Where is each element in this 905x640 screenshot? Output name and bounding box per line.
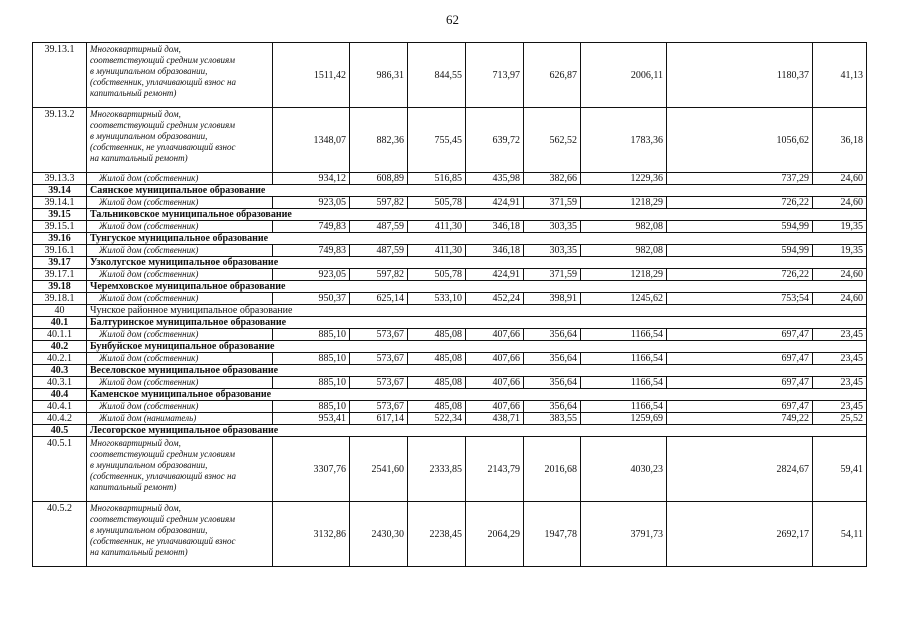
row-value: 346,18 (466, 221, 524, 233)
row-value: 844,55 (408, 43, 466, 108)
row-value: 1259,69 (581, 413, 667, 425)
row-value: 923,05 (273, 197, 350, 209)
row-description: Жилой дом (наниматель) (87, 413, 273, 425)
row-value: 737,29 (667, 173, 813, 185)
row-value: 1348,07 (273, 108, 350, 173)
row-code: 39.13.2 (33, 108, 87, 173)
table-row (33, 389, 867, 401)
row-description: Жилой дом (собственник) (87, 353, 273, 365)
row-description-line: Многоквартирный дом, (90, 109, 181, 119)
row-code: 39.17.1 (33, 269, 87, 281)
row-code: 40.4.1 (33, 401, 87, 413)
row-value: 2006,11 (581, 43, 667, 108)
table-row (33, 233, 867, 245)
row-value: 597,82 (350, 197, 408, 209)
row-description: Жилой дом (собственник) (87, 197, 273, 209)
row-value: 573,67 (350, 377, 408, 389)
row-description-line: соответствующий средним условиям (90, 55, 235, 65)
row-value: 1947,78 (524, 502, 581, 567)
row-value: 885,10 (273, 353, 350, 365)
row-value: 303,35 (524, 221, 581, 233)
row-value: 3132,86 (273, 502, 350, 567)
section-title: Тальниковское муниципальное образование (87, 209, 867, 221)
row-value: 1783,36 (581, 108, 667, 173)
row-value: 41,13 (813, 43, 867, 108)
row-value: 407,66 (466, 377, 524, 389)
row-value: 382,66 (524, 173, 581, 185)
row-value: 934,12 (273, 173, 350, 185)
row-value: 1180,37 (667, 43, 813, 108)
row-code: 39.14.1 (33, 197, 87, 209)
row-value: 24,60 (813, 173, 867, 185)
row-value: 749,83 (273, 245, 350, 257)
row-description-line: в муниципальном образовании, (90, 460, 208, 470)
row-value: 24,60 (813, 197, 867, 209)
row-value: 452,24 (466, 293, 524, 305)
row-code: 39.14 (33, 185, 87, 197)
row-value: 411,30 (408, 245, 466, 257)
table-row (33, 43, 867, 108)
row-code: 40.4 (33, 389, 87, 401)
row-value: 986,31 (350, 43, 408, 108)
row-value: 24,60 (813, 293, 867, 305)
row-code: 39.17 (33, 257, 87, 269)
row-value: 697,47 (667, 377, 813, 389)
section-title: Саянское муниципальное образование (87, 185, 867, 197)
table-row (33, 257, 867, 269)
row-value: 36,18 (813, 108, 867, 173)
row-value: 885,10 (273, 329, 350, 341)
table-row (33, 305, 867, 317)
row-code: 39.15.1 (33, 221, 87, 233)
row-value: 950,37 (273, 293, 350, 305)
row-description-line: соответствующий средним условиям (90, 514, 235, 524)
row-value: 885,10 (273, 401, 350, 413)
row-value: 487,59 (350, 221, 408, 233)
row-value: 2064,29 (466, 502, 524, 567)
row-value: 749,22 (667, 413, 813, 425)
row-value: 487,59 (350, 245, 408, 257)
row-code: 40.2.1 (33, 353, 87, 365)
row-value: 505,78 (408, 269, 466, 281)
row-description (87, 437, 273, 502)
row-value: 533,10 (408, 293, 466, 305)
row-description-line: Многоквартирный дом, (90, 438, 181, 448)
section-title: Балтуринское муниципальное образование (87, 317, 867, 329)
row-description-line: соответствующий средним условиям (90, 449, 235, 459)
table-row (33, 185, 867, 197)
row-value: 562,52 (524, 108, 581, 173)
row-description: Жилой дом (собственник) (87, 401, 273, 413)
table-row (33, 173, 867, 185)
row-value: 1166,54 (581, 353, 667, 365)
table-row (33, 293, 867, 305)
row-value: 713,97 (466, 43, 524, 108)
row-value: 485,08 (408, 377, 466, 389)
row-value: 594,99 (667, 245, 813, 257)
row-value: 1166,54 (581, 401, 667, 413)
row-code: 40.3.1 (33, 377, 87, 389)
row-value: 356,64 (524, 377, 581, 389)
row-value: 371,59 (524, 197, 581, 209)
row-description: Жилой дом (собственник) (87, 221, 273, 233)
row-code: 40.4.2 (33, 413, 87, 425)
table-row (33, 413, 867, 425)
row-description-line: (собственник, не уплачивающий взнос (90, 142, 236, 152)
row-description (87, 43, 273, 108)
row-description-line: в муниципальном образовании, (90, 66, 208, 76)
row-description: Жилой дом (собственник) (87, 293, 273, 305)
row-code: 40.3 (33, 365, 87, 377)
row-code: 39.13.1 (33, 43, 87, 108)
row-description: Жилой дом (собственник) (87, 245, 273, 257)
row-code: 39.16 (33, 233, 87, 245)
section-title: Узколугское муниципальное образование (87, 257, 867, 269)
row-value: 1218,29 (581, 197, 667, 209)
row-value: 438,71 (466, 413, 524, 425)
row-description-line: на капитальный ремонт) (90, 153, 188, 163)
table-row (33, 377, 867, 389)
table-row (33, 437, 867, 502)
table-row (33, 108, 867, 173)
row-value: 398,91 (524, 293, 581, 305)
row-value: 626,87 (524, 43, 581, 108)
row-value: 23,45 (813, 401, 867, 413)
table-row (33, 365, 867, 377)
table-row (33, 269, 867, 281)
row-value: 1229,36 (581, 173, 667, 185)
row-code: 39.16.1 (33, 245, 87, 257)
row-value: 749,83 (273, 221, 350, 233)
row-value: 726,22 (667, 269, 813, 281)
row-value: 383,55 (524, 413, 581, 425)
row-value: 407,66 (466, 401, 524, 413)
table-row (33, 221, 867, 233)
row-value: 485,08 (408, 401, 466, 413)
section-title: Черемховское муниципальное образование (87, 281, 867, 293)
row-code: 40 (33, 305, 87, 317)
row-value: 597,82 (350, 269, 408, 281)
row-value: 4030,23 (581, 437, 667, 502)
row-value: 755,45 (408, 108, 466, 173)
section-title: Веселовское муниципальное образование (87, 365, 867, 377)
row-value: 356,64 (524, 329, 581, 341)
row-value: 953,41 (273, 413, 350, 425)
table-row (33, 281, 867, 293)
row-value: 2143,79 (466, 437, 524, 502)
row-value: 885,10 (273, 377, 350, 389)
row-code: 40.5.1 (33, 437, 87, 502)
table-row (33, 245, 867, 257)
row-value: 505,78 (408, 197, 466, 209)
row-description-line: соответствующий средним условиям (90, 120, 235, 130)
row-value: 424,91 (466, 197, 524, 209)
row-value: 625,14 (350, 293, 408, 305)
row-value: 1166,54 (581, 377, 667, 389)
row-value: 516,85 (408, 173, 466, 185)
page-number: 62 (446, 12, 459, 27)
table-row (33, 425, 867, 437)
row-value: 982,08 (581, 245, 667, 257)
row-description-line: капитальный ремонт) (90, 482, 177, 492)
row-value: 346,18 (466, 245, 524, 257)
section-title: Бунбуйское муниципальное образование (87, 341, 867, 353)
row-value: 522,34 (408, 413, 466, 425)
row-value: 23,45 (813, 329, 867, 341)
row-value: 356,64 (524, 401, 581, 413)
row-description-line: Многоквартирный дом, (90, 503, 181, 513)
row-value: 59,41 (813, 437, 867, 502)
row-value: 54,11 (813, 502, 867, 567)
row-value: 2016,68 (524, 437, 581, 502)
table-body (33, 43, 867, 567)
row-value: 982,08 (581, 221, 667, 233)
row-description: Жилой дом (собственник) (87, 269, 273, 281)
row-value: 573,67 (350, 353, 408, 365)
row-description: Жилой дом (собственник) (87, 377, 273, 389)
row-value: 19,35 (813, 245, 867, 257)
row-value: 697,47 (667, 401, 813, 413)
row-code: 40.5.2 (33, 502, 87, 567)
row-value: 2692,17 (667, 502, 813, 567)
row-value: 697,47 (667, 353, 813, 365)
row-description-line: (собственник, уплачивающий взнос на (90, 77, 237, 87)
row-code: 39.18 (33, 281, 87, 293)
row-value: 608,89 (350, 173, 408, 185)
row-value: 594,99 (667, 221, 813, 233)
row-value: 753;54 (667, 293, 813, 305)
row-code: 39.18.1 (33, 293, 87, 305)
row-description-line: (собственник, уплачивающий взнос на (90, 471, 237, 481)
row-code: 40.5 (33, 425, 87, 437)
row-code: 40.1.1 (33, 329, 87, 341)
row-value: 617,14 (350, 413, 408, 425)
row-value: 923,05 (273, 269, 350, 281)
row-value: 573,67 (350, 401, 408, 413)
section-title: Тунгуское муниципальное образование (87, 233, 867, 245)
row-value: 1511,42 (273, 43, 350, 108)
row-value: 303,35 (524, 245, 581, 257)
row-value: 697,47 (667, 329, 813, 341)
row-value: 1056,62 (667, 108, 813, 173)
row-description-line: (собственник, не уплачивающий взнос (90, 536, 236, 546)
row-value: 19,35 (813, 221, 867, 233)
row-value: 485,08 (408, 329, 466, 341)
section-title: Лесогорское муниципальное образование (87, 425, 867, 437)
row-code: 40.2 (33, 341, 87, 353)
tariff-table (32, 42, 867, 567)
row-value: 424,91 (466, 269, 524, 281)
row-value: 2430,30 (350, 502, 408, 567)
table-row (33, 197, 867, 209)
row-value: 1218,29 (581, 269, 667, 281)
row-description-line: Многоквартирный дом, (90, 44, 181, 54)
row-value: 24,60 (813, 269, 867, 281)
row-description-line: в муниципальном образовании, (90, 131, 208, 141)
table-row (33, 317, 867, 329)
row-value: 3307,76 (273, 437, 350, 502)
row-value: 1166,54 (581, 329, 667, 341)
row-description-line: в муниципальном образовании, (90, 525, 208, 535)
row-value: 882,36 (350, 108, 408, 173)
row-value: 2333,85 (408, 437, 466, 502)
row-description-line: капитальный ремонт) (90, 88, 177, 98)
row-value: 1245,62 (581, 293, 667, 305)
row-value: 639,72 (466, 108, 524, 173)
row-code: 39.15 (33, 209, 87, 221)
row-value: 23,45 (813, 353, 867, 365)
row-value: 726,22 (667, 197, 813, 209)
row-value: 3791,73 (581, 502, 667, 567)
table-row (33, 341, 867, 353)
row-code: 39.13.3 (33, 173, 87, 185)
row-value: 2238,45 (408, 502, 466, 567)
row-value: 573,67 (350, 329, 408, 341)
table-row (33, 329, 867, 341)
row-description (87, 502, 273, 567)
row-description: Жилой дом (собственник) (87, 173, 273, 185)
table-row (33, 353, 867, 365)
row-description: Жилой дом (собственник) (87, 329, 273, 341)
row-value: 411,30 (408, 221, 466, 233)
row-value: 407,66 (466, 353, 524, 365)
row-value: 2824,67 (667, 437, 813, 502)
row-value: 23,45 (813, 377, 867, 389)
row-description (87, 108, 273, 173)
table-row (33, 209, 867, 221)
row-value: 485,08 (408, 353, 466, 365)
row-value: 356,64 (524, 353, 581, 365)
row-description-line: на капитальный ремонт) (90, 547, 188, 557)
row-value: 2541,60 (350, 437, 408, 502)
section-title: Чунское районное муниципальное образование (87, 305, 867, 317)
row-value: 371,59 (524, 269, 581, 281)
row-value: 25,52 (813, 413, 867, 425)
row-value: 407,66 (466, 329, 524, 341)
row-code: 40.1 (33, 317, 87, 329)
row-value: 435,98 (466, 173, 524, 185)
table-row (33, 502, 867, 567)
table-row (33, 401, 867, 413)
section-title: Каменское муниципальное образование (87, 389, 867, 401)
